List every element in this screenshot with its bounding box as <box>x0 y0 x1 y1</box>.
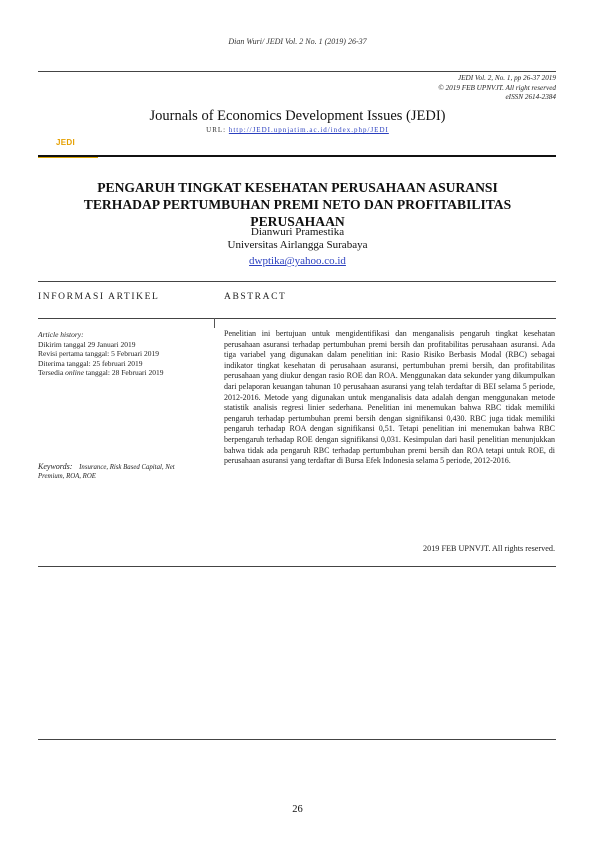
keywords-label: Keywords: <box>38 462 73 471</box>
journal-url-link[interactable]: http://JEDI.upnjatim.ac.id/index.php/JEDI <box>228 126 389 134</box>
title-line: PENGARUH TINGKAT KESEHATAN PERUSAHAAN ASURANSI <box>97 180 498 195</box>
article-history <box>38 330 208 378</box>
column-divider <box>214 318 215 328</box>
history-line-online: Tersedia online tanggal: 28 Februari 2019 <box>38 368 164 378</box>
info-heading: INFORMASI ARTIKEL <box>38 292 160 302</box>
author-name: Dianwuri Pramestika <box>250 226 345 238</box>
history-label: Article history: <box>38 330 84 339</box>
keywords-line: Insurance, Risk Based Capital, Net <box>79 464 175 471</box>
header-rule-top <box>38 71 556 72</box>
page-number: 26 <box>292 804 303 815</box>
history-line: Diterima tanggal: 25 februari 2019 <box>38 358 143 368</box>
abstract-heading: ABSTRACT <box>224 292 287 302</box>
abstract-text: Penelitian ini bertujuan untuk mengidentifikasi dan menganalisis pengaruh tingkat kesehatan perusahaan asuransi terhadap pertumbuhan premi bersih dan profitabilitas perusahaan asuransi. Ada tiga variabel yang digunakan dalam penelitian ini: Rasio Risiko Berbasis Modal (RBC) sebagai indikator tingkat kesehatan di perusahaan asuransi, pertumbuhan premi bersih, dan profitabilitas perusahaan yang diukur dengan rasio ROE dan ROA. Menggunakan data sekunder yang dikumpulkan dari pelaporan keuangan tahunan 10 perusahaan asuransi yang telah terdaftar di BEI selama 5 periode, 2012-2016. Metode yang digunakan untuk menganalisis data adalah dengan menggunakan metode statistik analisis regresi linier sederhana. Penelitian ini menemukan bahwa RBC tidak memiliki pengaruh terhadap pertumbuhan premi bersih dengan signifikansi 0,430. RBC juga tidak memiliki pengaruh terhadap ROA dengan signifikansi 0,51. Tetapi penelitian ini menemukan bahwa RBC berpengaruh terhadap ROE dengan signifikansi 0,031. Kesimpulan dari hasil penelitian menunjukkan bahwa tidak ada pengaruh RBC terhadap pertumbuhan premi bersih dan ROA tetapi untuk ROE, di perusahaan asuransi yang terdaftar di Bursa Efek Indonesia selama 5 periode, 2012-2016. <box>224 329 555 466</box>
section-rule-bottom <box>38 318 556 319</box>
author-affiliation: Universitas Airlangga Surabaya <box>227 239 368 251</box>
abstract-rule-bottom <box>38 566 556 567</box>
header-rule-thick <box>38 155 556 157</box>
journal-meta <box>438 74 556 103</box>
author-email-link[interactable]: dwptika@yahoo.co.id <box>249 255 346 267</box>
article-title <box>50 179 545 230</box>
keywords-block <box>38 462 213 481</box>
footer-rule <box>38 739 556 740</box>
volume-info: JEDI Vol. 2, No. 1, pp 26-37 2019 <box>457 74 556 82</box>
history-line: Revisi pertama tanggal: 5 Februari 2019 <box>38 349 160 359</box>
title-line: TERHADAP PERTUMBUHAN PREMI NETO DAN PROFITABILITAS <box>83 197 512 212</box>
rights-info: © 2019 FEB UPNVJT. All right reserved <box>438 83 556 92</box>
author-block <box>0 226 595 252</box>
author-email-line <box>0 255 595 267</box>
copyright-line: 2019 FEB UPNVJT. All rights reserved. <box>423 544 555 553</box>
history-line: Dikirim tanggal 29 Januari 2019 <box>38 339 136 349</box>
journal-title: Journals of Economics Development Issues (JEDI) <box>149 108 446 124</box>
keywords-line: Premium, ROA, ROE <box>38 473 96 480</box>
jedi-logo: JEDI <box>56 138 75 147</box>
journal-url-line <box>0 126 595 134</box>
section-rule-top <box>38 281 556 282</box>
eissn-info: eISSN 2614-2384 <box>505 93 556 101</box>
title-line: PERUSAHAAN <box>250 214 345 229</box>
url-label: URL: <box>206 126 227 134</box>
running-head: Dian Wuri/ JEDI Vol. 2 No. 1 (2019) 26-37 <box>228 37 367 46</box>
